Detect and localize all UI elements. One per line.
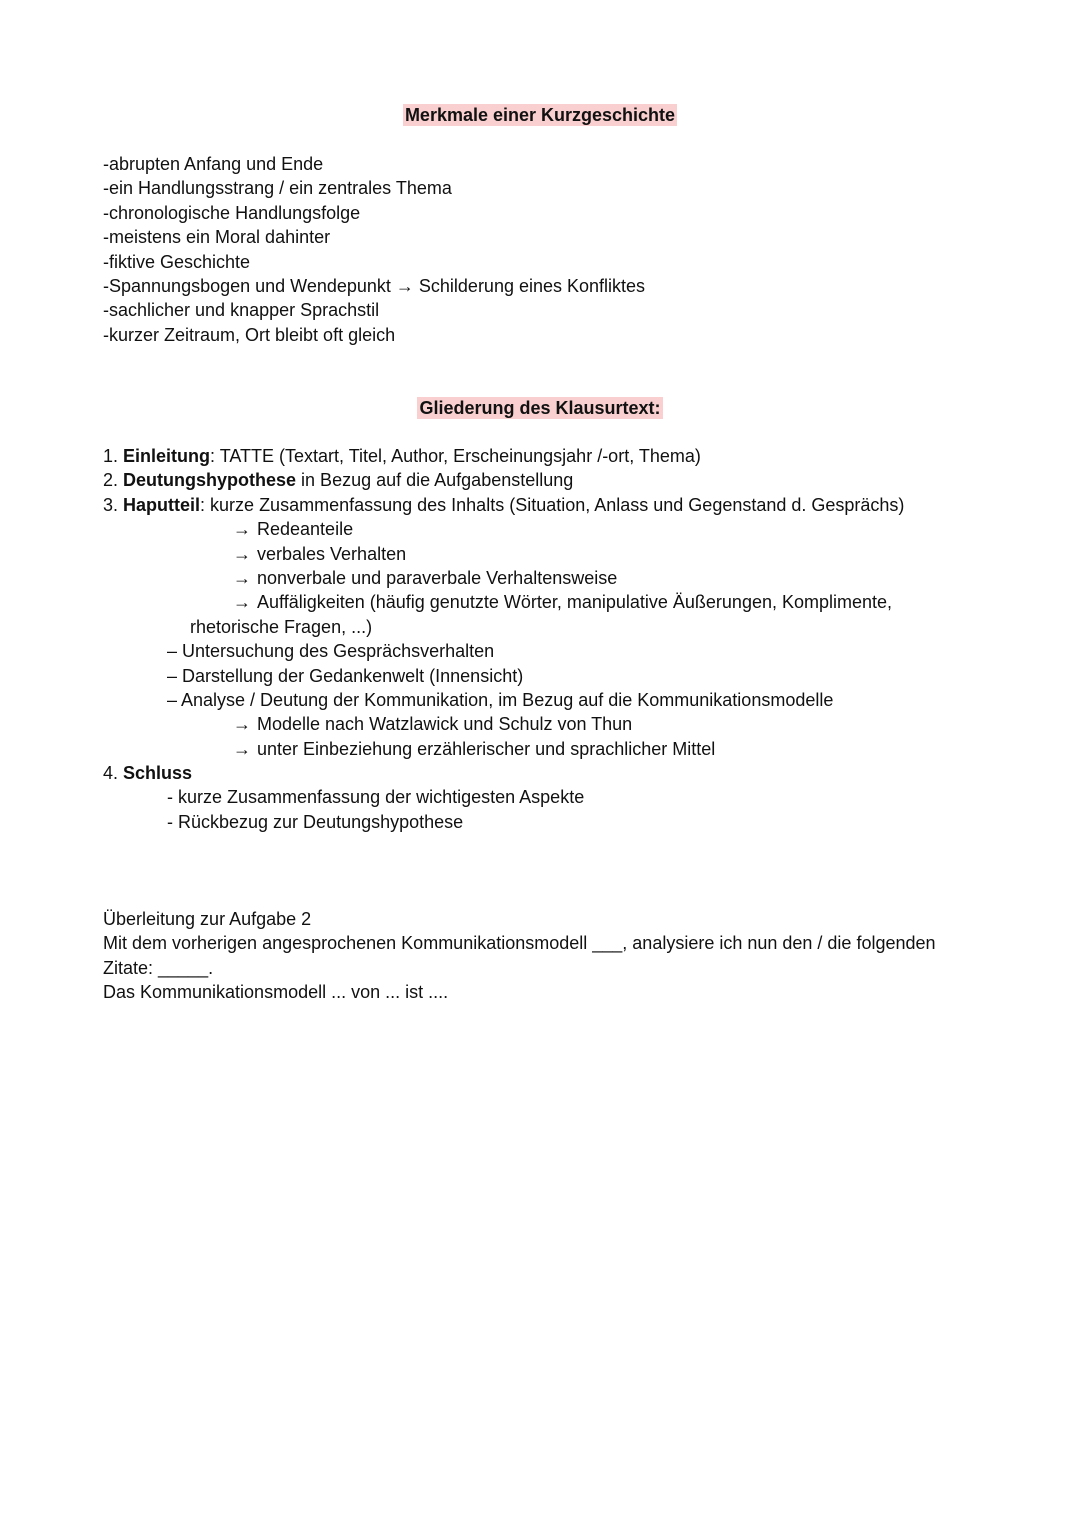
list-item: -ein Handlungsstrang / ein zentrales Thema [103, 178, 452, 199]
point-text: : TATTE (Textart, Titel, Author, Erscheinungsjahr /-ort, Thema) [210, 446, 701, 466]
ueberleitung-line: Das Kommunikationsmodell ... von ... ist .... [103, 982, 449, 1003]
outline-point-4 [103, 761, 983, 785]
arrow-item-text: Modelle nach Watzlawick und Schulz von Thun [257, 714, 633, 735]
arrow-right-icon: → [233, 714, 251, 735]
heading-gliederung-text: Gliederung des Klausurtext: [419, 398, 661, 418]
ueberleitung-line: Überleitung zur Aufgabe 2 [103, 909, 312, 929]
list-item: -kurzer Zeitraum, Ort bleibt oft gleich [103, 324, 396, 345]
arrow-item [103, 590, 983, 614]
point-label: Haputteil [123, 494, 201, 515]
point-number: 1. [103, 446, 119, 466]
outline-point-2 [103, 468, 983, 492]
list-item: -Spannungsbogen und Wendepunkt → Schilderung eines Konfliktes [103, 275, 646, 296]
dash-item: – Darstellung der Gedankenwelt (Innensicht) [167, 665, 524, 686]
heading-kurzgeschichte-text: Merkmale einer Kurzgeschichte [404, 105, 676, 125]
arrow-item-continuation: rhetorische Fragen, ...) [190, 616, 373, 637]
point-text: : kurze Zusammenfassung des Inhalts (Situation, Anlass und Gegenstand d. Gesprächs) [200, 494, 905, 515]
arrow-item [103, 542, 983, 566]
arrow-item [103, 712, 983, 736]
dash-item: – Analyse / Deutung der Kommunikation, im Bezug auf die Kommunikationsmodelle [167, 689, 834, 710]
list-item: -meistens ein Moral dahinter [103, 227, 331, 248]
list-item: -abrupten Anfang und Ende [103, 154, 324, 174]
heading-gliederung [0, 396, 1080, 420]
point-label: Schluss [123, 763, 193, 784]
list-item: -sachlicher und knapper Sprachstil [103, 300, 380, 321]
point-number: 3. [103, 494, 119, 515]
point-number: 2. [103, 470, 119, 491]
arrow-item-text: verbales Verhalten [257, 543, 407, 564]
list-item: -fiktive Geschichte [103, 251, 251, 272]
point-label: Deutungshypothese [123, 470, 297, 491]
arrow-right-icon: → [233, 519, 251, 540]
arrow-item [103, 737, 983, 761]
heading-kurzgeschichte [0, 103, 1080, 127]
arrow-right-icon: → [233, 543, 251, 564]
point-number: 4. [103, 763, 119, 784]
outline-point-1 [103, 444, 983, 468]
arrow-item-text: Auffäligkeiten (häufig genutzte Wörter, manipulative Äußerungen, Komplimente, [257, 592, 893, 613]
outline-point-3 [103, 493, 983, 517]
dash-item: – Untersuchung des Gesprächsverhalten [167, 641, 495, 662]
arrow-item-text: nonverbale und paraverbale Verhaltensweise [257, 567, 618, 588]
point-label: Einleitung [123, 446, 211, 466]
ueberleitung-block [103, 907, 983, 1005]
ueberleitung-line: Mit dem vorherigen angesprochenen Kommunikationsmodell ___, analysiere ich nun den / die folgenden [103, 933, 936, 954]
arrow-item-text: Redeanteile [257, 519, 354, 540]
arrow-right-icon: → [233, 592, 251, 613]
arrow-item [103, 566, 983, 590]
schluss-item: - kurze Zusammenfassung der wichtigesten Aspekte [167, 787, 585, 808]
point-text: in Bezug auf die Aufgabenstellung [296, 470, 574, 491]
gliederung-outline [103, 444, 983, 834]
arrow-right-icon: → [233, 567, 251, 588]
arrow-right-icon: → [233, 738, 251, 759]
arrow-item-text: unter Einbeziehung erzählerischer und sprachlicher Mittel [257, 738, 716, 759]
schluss-item: - Rückbezug zur Deutungshypothese [167, 811, 464, 832]
kurzgeschichte-list [103, 152, 983, 347]
ueberleitung-line: Zitate: _____. [103, 957, 214, 978]
list-item: -chronologische Handlungsfolge [103, 202, 361, 223]
arrow-item [103, 517, 983, 541]
